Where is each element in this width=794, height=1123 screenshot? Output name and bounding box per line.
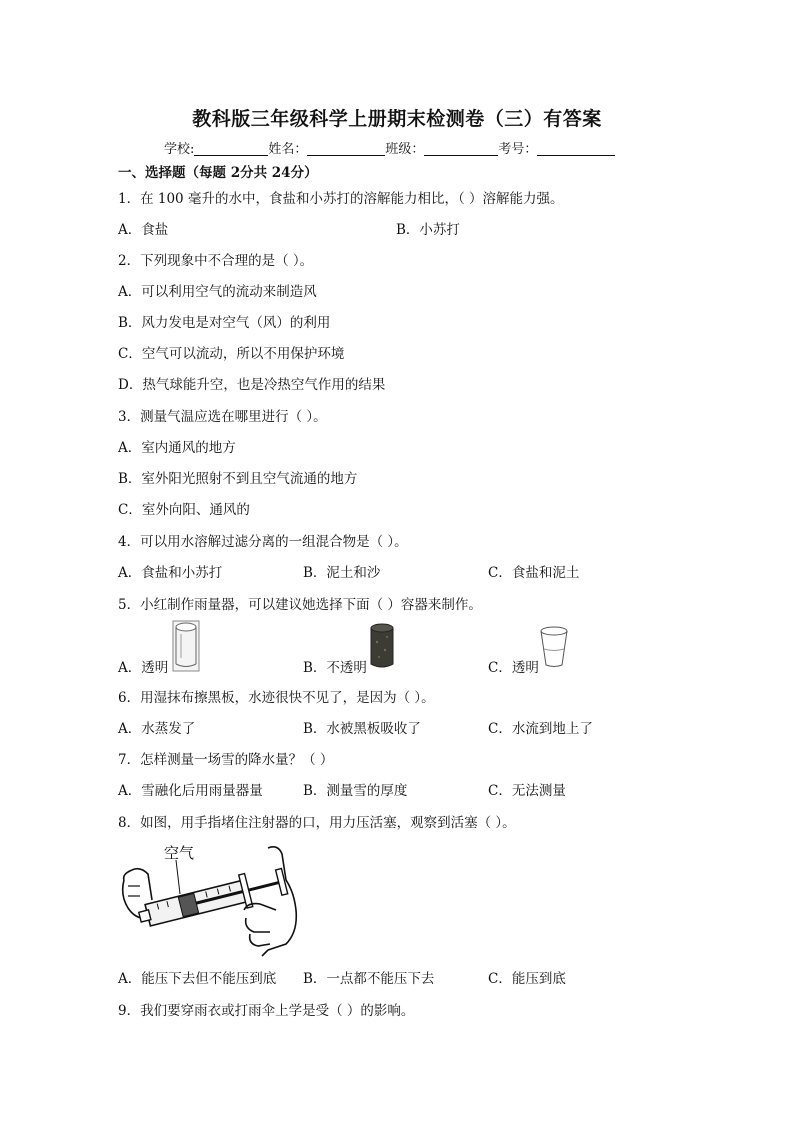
school-label: 学校:: [164, 142, 195, 157]
question-stem: 7．怎样测量一场雪的降水量？（ ）: [118, 752, 334, 768]
option[interactable]: D．热气球能升空，也是冷热空气作用的结果: [118, 377, 386, 393]
option[interactable]: A．可以利用空气的流动来制造风: [118, 284, 317, 300]
option[interactable]: A．食盐和小苏打: [118, 565, 223, 581]
option[interactable]: C．室外向阳、通风的: [118, 502, 250, 518]
option[interactable]: A．室内通风的地方: [118, 440, 236, 456]
option[interactable]: C．食盐和泥土: [488, 565, 580, 581]
option[interactable]: A．能压下去但不能压到底: [118, 971, 277, 987]
option[interactable]: C．能压到底: [488, 971, 566, 987]
exam-number-blank[interactable]: [537, 141, 615, 156]
name-blank[interactable]: [307, 141, 385, 156]
question-stem: 2．下列现象中不合理的是（ ）。: [118, 253, 314, 269]
option[interactable]: A．水蒸发了: [118, 721, 196, 737]
page-title: 教科版三年级科学上册期末检测卷（三）有答案: [192, 108, 602, 130]
question-stem: 4．可以用水溶解过滤分离的一组混合物是（ ）。: [118, 534, 408, 550]
option[interactable]: B．泥土和沙: [303, 565, 381, 581]
option[interactable]: B．一点都不能压下去: [303, 971, 435, 987]
option[interactable]: B．小苏打: [396, 222, 460, 238]
question-stem: 5．小红制作雨量器，可以建议她选择下面（ ）容器来制作。: [118, 597, 482, 613]
option[interactable]: B．室外阳光照射不到且空气流通的地方: [118, 471, 358, 487]
opaque-cylinder-icon: [369, 622, 395, 670]
question-stem: 8．如图，用手指堵住注射器的口，用力压活塞，观察到活塞（ ）。: [118, 815, 516, 831]
class-blank[interactable]: [424, 141, 498, 156]
question-stem: 6．用湿抹布擦黑板，水迹很快不见了，是因为（ ）。: [118, 690, 435, 706]
class-label: 班级：: [385, 142, 425, 157]
option[interactable]: A．雪融化后用雨量器量: [118, 783, 263, 799]
section-title: 一、选择题（每题 2分共 24分）: [118, 165, 318, 181]
option[interactable]: B．水被黑板吸收了: [303, 721, 421, 737]
option[interactable]: A．食盐: [118, 222, 169, 238]
student-info-line: [164, 138, 615, 157]
option[interactable]: C．透明: [488, 660, 539, 676]
question-stem: 9．我们要穿雨衣或打雨伞上学是受（ ）的影响。: [118, 1003, 415, 1019]
option[interactable]: C．无法测量: [488, 783, 566, 799]
syringe-illustration: [118, 840, 308, 958]
option[interactable]: B．测量雪的厚度: [303, 783, 408, 799]
option[interactable]: B．风力发电是对空气（风）的利用: [118, 315, 331, 331]
transparent-cup-icon: [539, 625, 569, 669]
question-stem: 1．在 100 毫升的水中，食盐和小苏打的溶解能力相比，（ ）溶解能力强。: [118, 191, 564, 207]
option[interactable]: B．不透明: [303, 660, 367, 676]
option[interactable]: C．水流到地上了: [488, 721, 593, 737]
option[interactable]: C．空气可以流动，所以不用保护环境: [118, 346, 345, 362]
transparent-cylinder-icon: [172, 620, 200, 672]
exam-number-label: 考号：: [498, 142, 538, 157]
syringe-air-label: 空气: [164, 844, 195, 862]
name-label: 姓名：: [268, 142, 308, 157]
option[interactable]: A．透明: [118, 660, 169, 676]
question-stem: 3．测量气温应选在哪里进行（ ）。: [118, 409, 327, 425]
school-blank[interactable]: [194, 141, 268, 156]
